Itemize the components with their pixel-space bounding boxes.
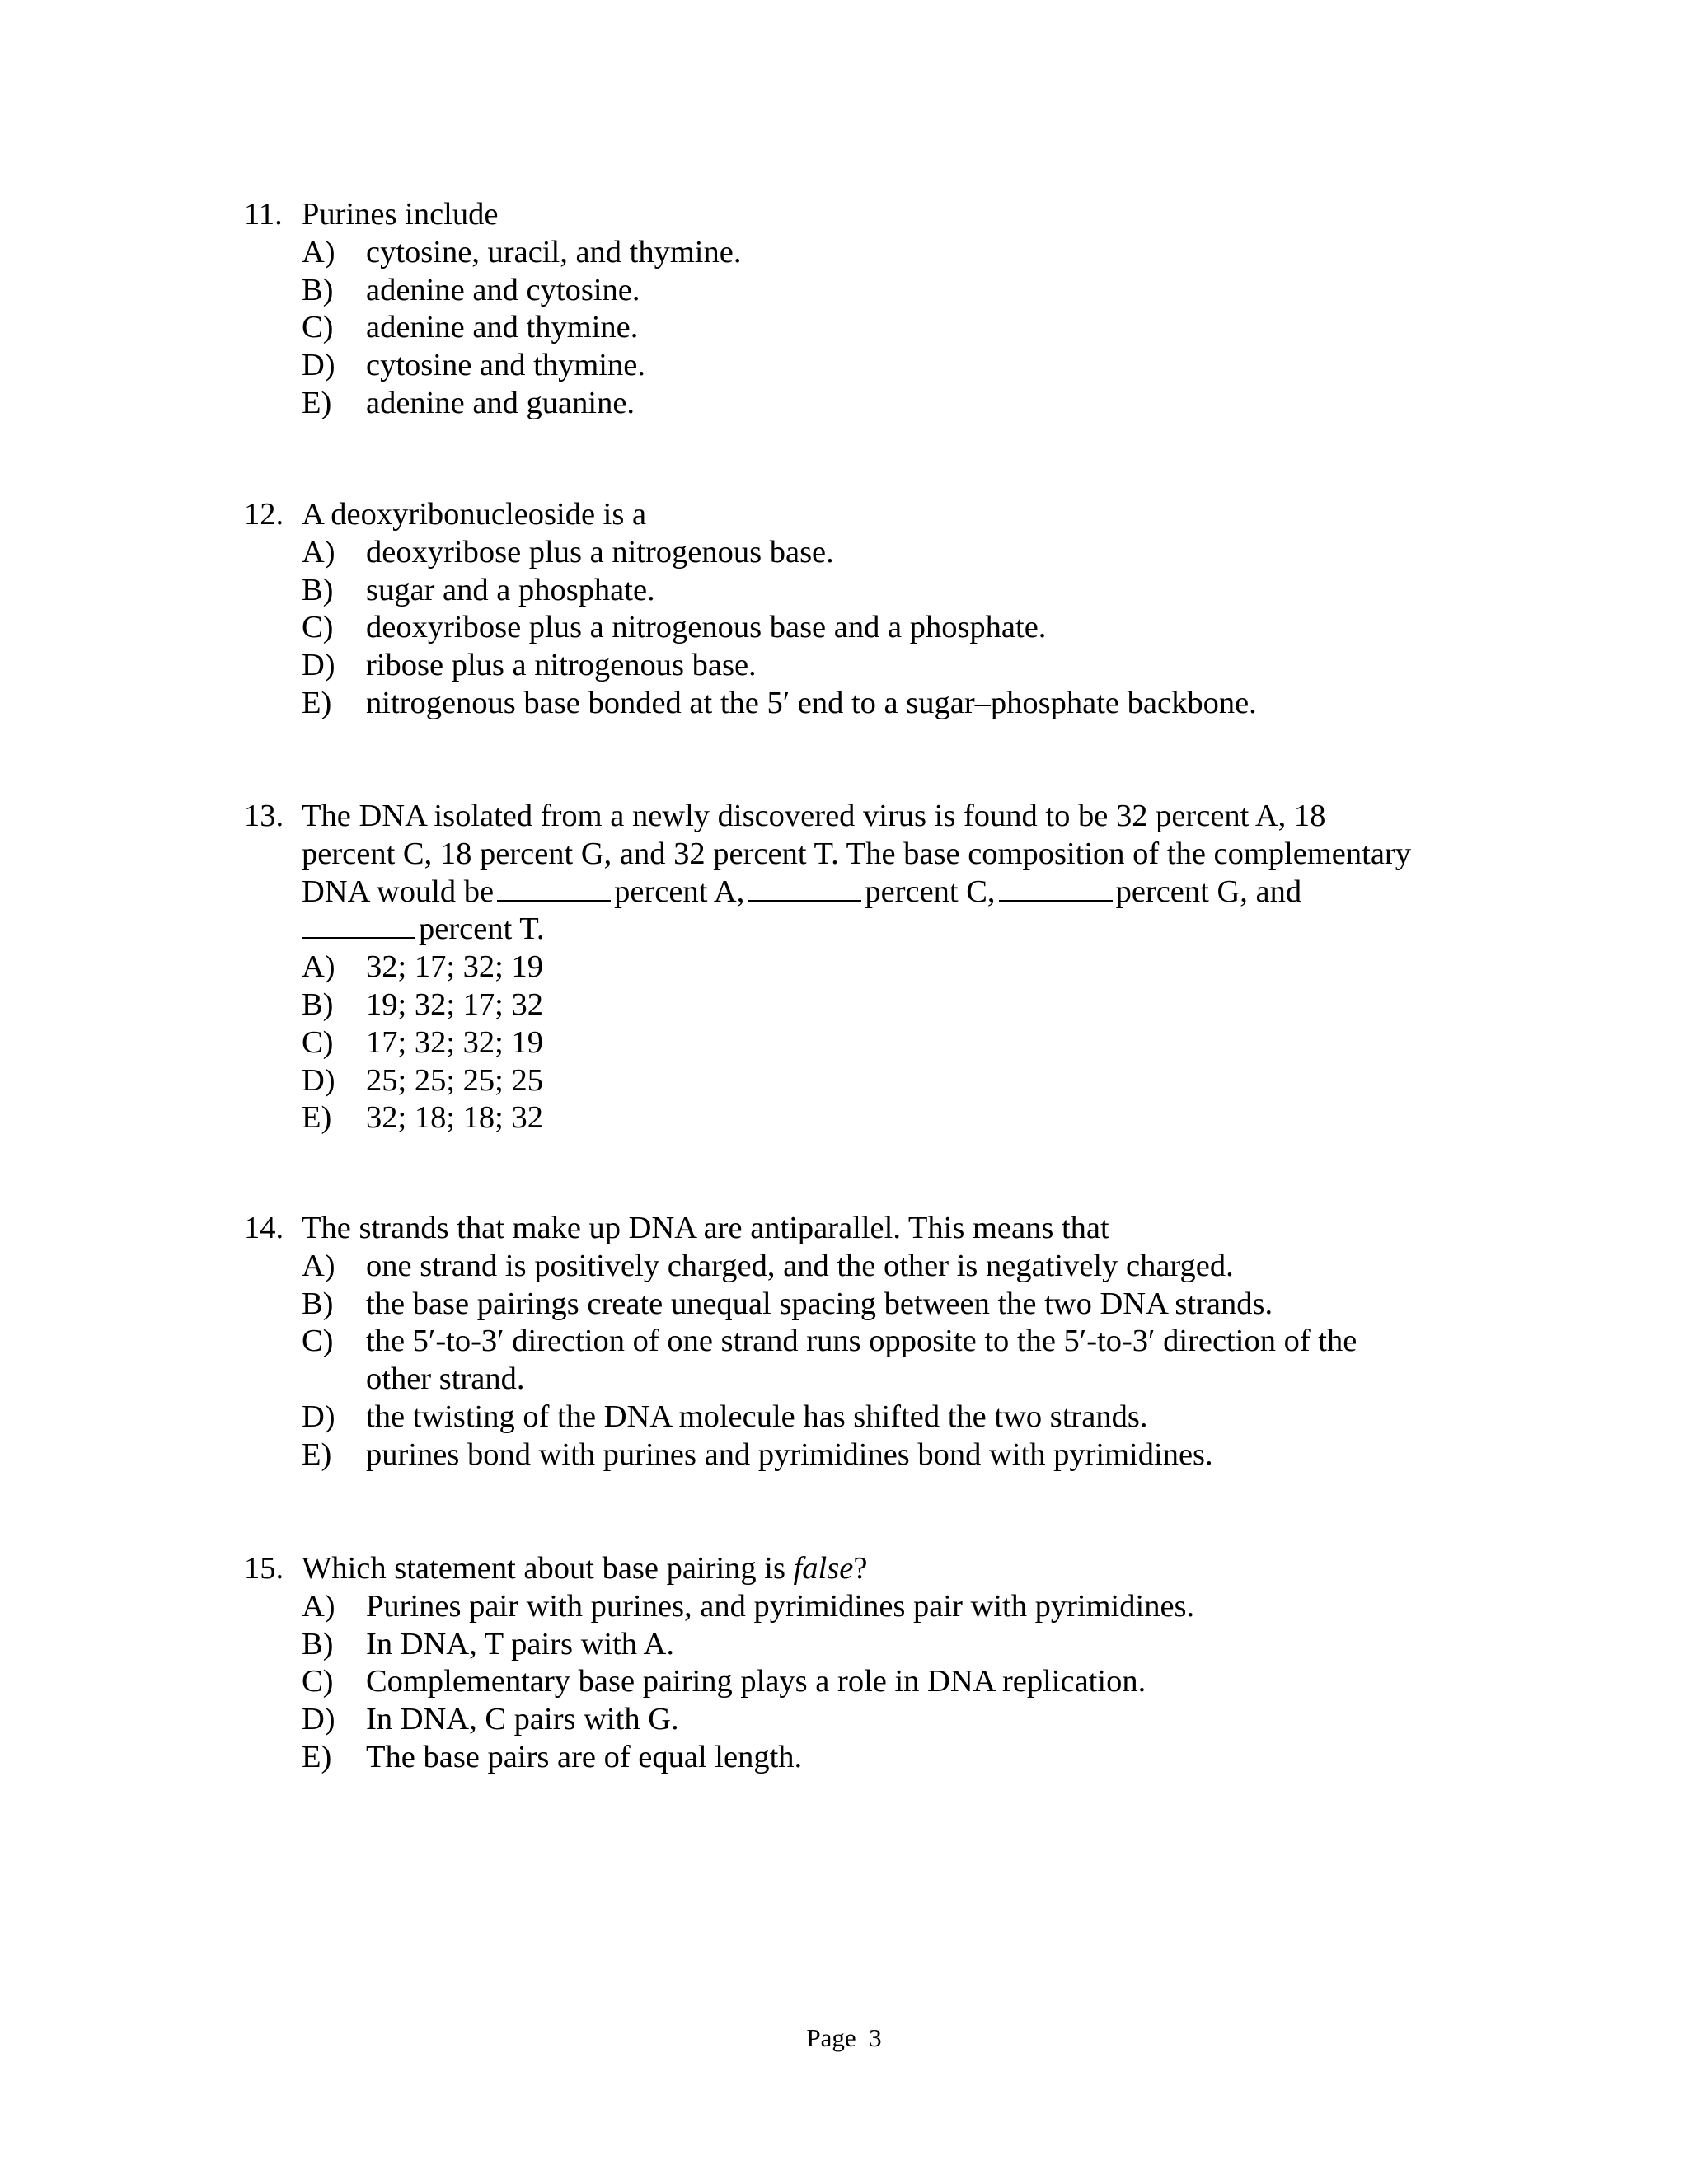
choice-a [302,949,1480,987]
choice-text: nitrogenous base bonded at the 5′ end to a sugar–phosphate backbone. [366,685,1257,720]
question-12 [244,496,1480,723]
choice-c [302,609,1480,647]
choice-text: 25; 25; 25; 25 [366,1062,543,1098]
stem-text: percent G, and [1115,874,1302,909]
choice-text: ribose plus a nitrogenous base. [366,648,757,683]
choice-letter: C) [302,610,334,645]
choice-text: The base pairs are of equal length. [366,1739,803,1774]
choice-a [302,1588,1480,1626]
choice-letter: B) [302,272,334,307]
choice-letter: A) [302,534,335,569]
choice-letter: C) [302,1664,334,1699]
choice-letter: D) [302,1702,335,1737]
choice-text: deoxyribose plus a nitrogenous base and a phosphate. [366,610,1047,645]
choice-letter: A) [302,1248,335,1283]
stem-line: The DNA isolated from a newly discovered virus is found to be 32 percent A, 18 [302,799,1326,833]
choice-text: sugar and a phosphate. [366,572,655,607]
choice-text: the 5′-to-3′ direction of one strand runs opposite to the 5′-to-3′ direction of the other strand. [366,1324,1357,1397]
question-11 [244,196,1480,423]
choice-letter: E) [302,685,332,720]
choice-letter: D) [302,348,335,383]
choice-e [302,1436,1480,1474]
choice-d [302,1062,1480,1100]
choice-letter: B) [302,1626,334,1661]
choice-list [302,949,1480,1137]
question-stem: A deoxyribonucleoside is a [302,497,647,532]
stem-text: ? [853,1551,868,1586]
stem-text: percent C, [865,874,996,909]
choice-b [302,987,1480,1024]
choice-letter: C) [302,1324,334,1359]
choice-text: adenine and guanine. [366,385,635,420]
choice-c [302,1323,1480,1399]
choice-list [302,1248,1480,1474]
choice-text: one strand is positively charged, and the other is negatively charged. [366,1248,1234,1283]
choice-text: cytosine, uracil, and thymine. [366,234,742,269]
question-14 [244,1210,1480,1474]
choice-d [302,1701,1480,1739]
choice-letter: B) [302,572,334,607]
choice-letter: C) [302,1024,334,1060]
question-stem: Purines include [302,197,499,232]
choice-text: purines bond with purines and pyrimidines bond with pyrimidines. [366,1436,1213,1472]
choice-d [302,647,1480,685]
stem-emphasis: false [793,1551,854,1586]
choice-text: adenine and thymine. [366,310,639,345]
choice-text: In DNA, T pairs with A. [366,1626,674,1661]
choice-letter: D) [302,1062,335,1098]
answer-blank [999,875,1113,902]
choice-text: Purines pair with purines, and pyrimidines pair with pyrimidines. [366,1588,1195,1624]
choice-text: 19; 32; 17; 32 [366,987,543,1022]
question-15 [244,1550,1480,1777]
choice-d [302,347,1480,385]
choice-a [302,234,1480,272]
choice-b [302,272,1480,310]
answer-blank [748,875,861,902]
choice-letter: B) [302,987,334,1022]
choice-b [302,1286,1480,1324]
question-stem [302,798,1480,949]
choice-d [302,1399,1480,1436]
choice-letter: E) [302,1436,332,1472]
choice-text: the twisting of the DNA molecule has shifted the two strands. [366,1399,1148,1434]
choice-text: cytosine and thymine. [366,348,645,383]
stem-line: percent C, 18 percent G, and 32 percent T. The base composition of the complementary [302,836,1411,871]
choice-list [302,534,1480,723]
choice-e [302,685,1480,723]
choice-letter: B) [302,1286,334,1321]
choice-letter: D) [302,1399,335,1434]
stem-line [302,874,1480,912]
choice-text: In DNA, C pairs with G. [366,1702,679,1737]
answer-blank [497,875,611,902]
stem-line [302,911,1480,949]
choice-letter: E) [302,385,332,420]
answer-blank [302,912,415,939]
choice-b [302,572,1480,610]
choice-text: 17; 32; 32; 19 [366,1024,543,1060]
choice-text: Complementary base pairing plays a role in DNA replication. [366,1664,1146,1699]
question-number: 15. [244,1551,284,1586]
question-number: 11. [244,197,283,232]
choice-b [302,1626,1480,1664]
choice-list [302,234,1480,423]
stem-text: Which statement about base pairing is [302,1551,794,1586]
question-stem: The strands that make up DNA are antiparallel. This means that [302,1211,1109,1245]
choice-text: deoxyribose plus a nitrogenous base. [366,534,834,569]
choice-letter: E) [302,1100,332,1136]
choice-letter: A) [302,1588,335,1624]
choice-letter: C) [302,310,334,345]
choice-list [302,1588,1480,1777]
choice-a [302,1248,1480,1286]
choice-c [302,1663,1480,1701]
choice-e [302,1099,1480,1137]
choice-letter: D) [302,648,335,683]
stem-text: percent T. [419,912,545,947]
stem-text: percent A, [614,874,745,909]
choice-c [302,309,1480,347]
choice-text: the base pairings create unequal spacing between the two DNA strands. [366,1286,1273,1321]
choice-c [302,1024,1480,1062]
stem-text: DNA would be [302,874,495,909]
question-number: 14. [244,1211,284,1245]
choice-text: adenine and cytosine. [366,272,640,307]
question-stem [302,1550,1480,1588]
choice-e [302,1739,1480,1777]
page-number: Page 3 [806,2023,882,2052]
choice-text: 32; 17; 32; 19 [366,949,543,985]
choice-letter: A) [302,949,335,985]
choice-a [302,534,1480,572]
choice-e [302,385,1480,423]
question-13 [244,798,1480,1137]
question-number: 12. [244,497,284,532]
question-number: 13. [244,799,284,833]
choice-text: 32; 18; 18; 32 [366,1100,543,1136]
choice-letter: E) [302,1739,332,1774]
choice-letter: A) [302,234,335,269]
